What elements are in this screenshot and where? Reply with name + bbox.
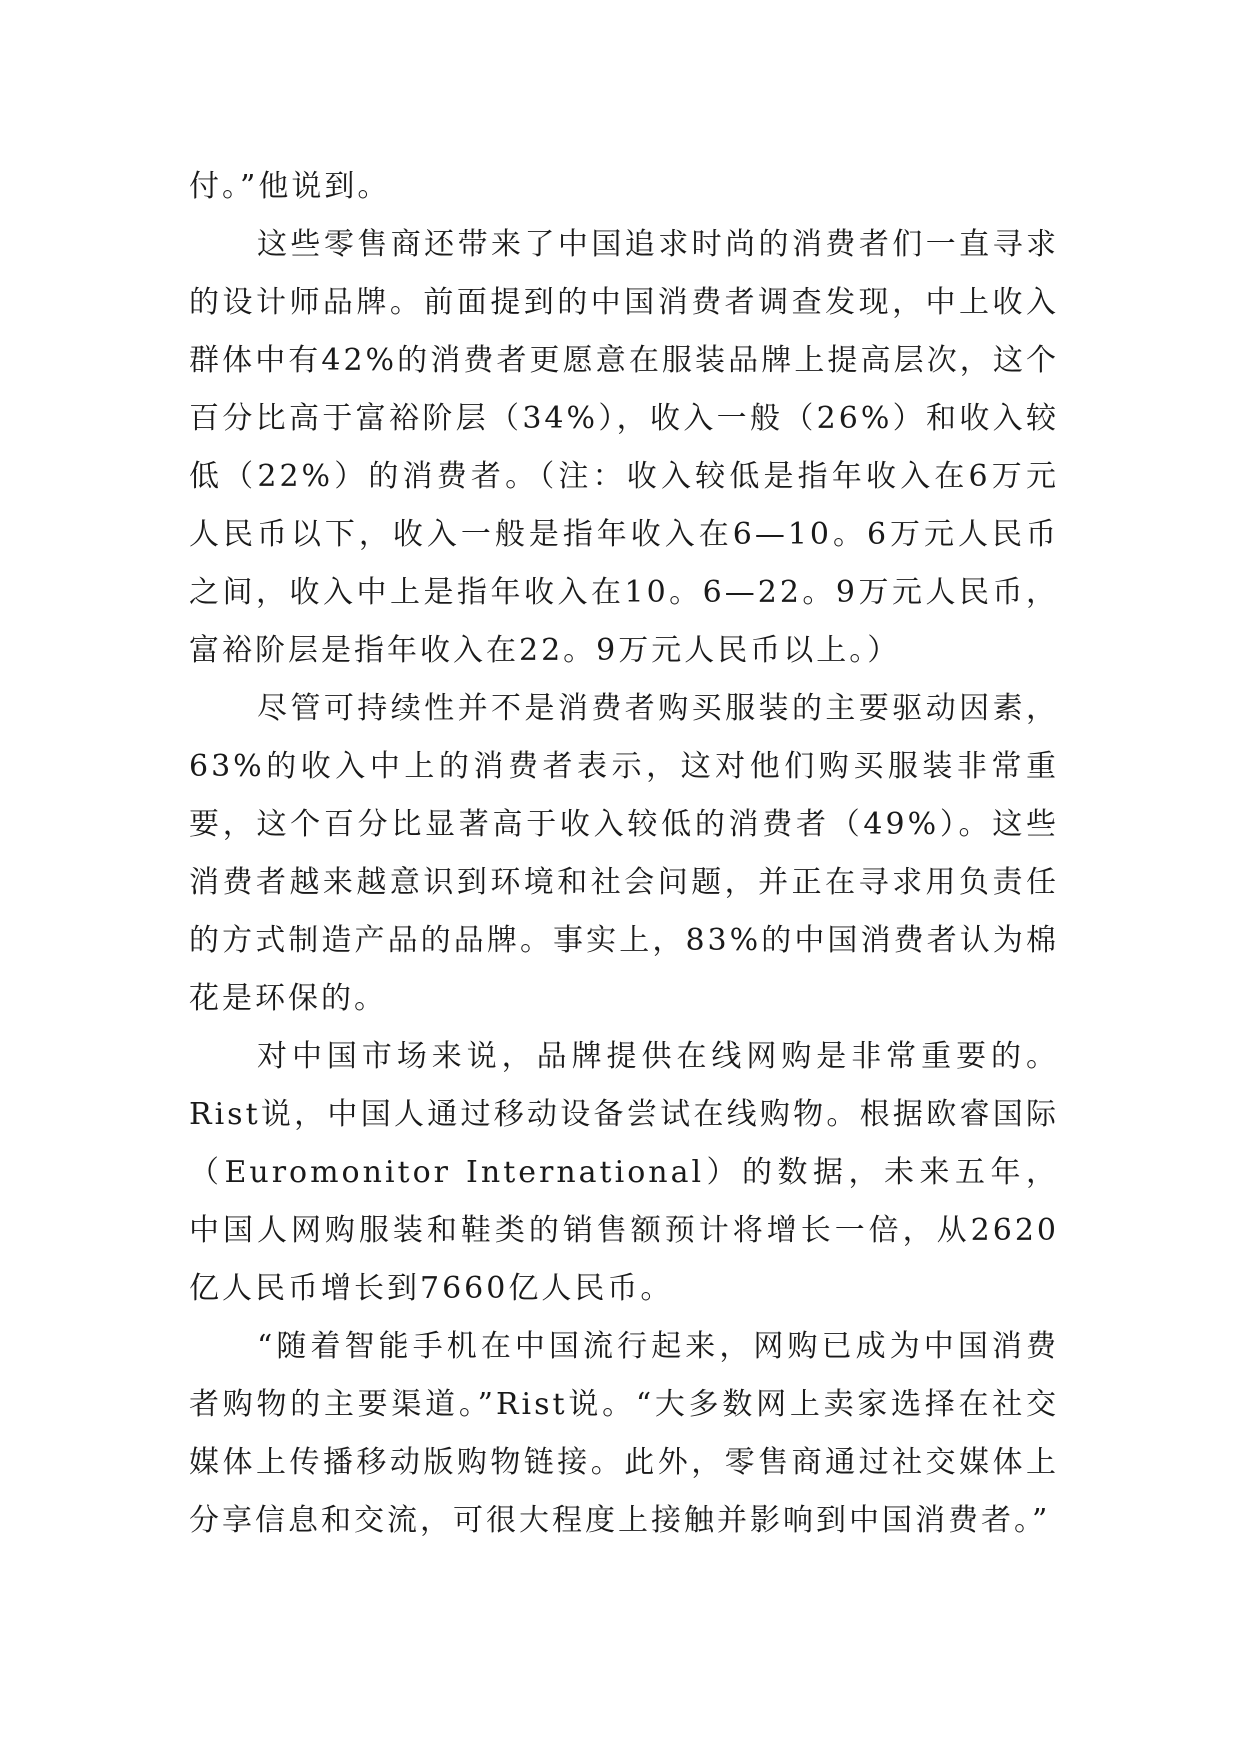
paragraph-3: 尽管可持续性并不是消费者购买服装的主要驱动因素，63%的收入中上的消费者表示，这对他们购买服装非常重要，这个百分比显著高于收入较低的消费者（49%）。这些消费者越来越意识到环境和社会问题，并正在寻求用负责任的方式制造产品的品牌。事实上，83%的中国消费者认为棉花是环保的。 <box>189 691 1059 1016</box>
paragraph-5: “随着智能手机在中国流行起来，网购已成为中国消费者购物的主要渠道。”Rist说。“大多数网上卖家选择在社交媒体上传播移动版购物链接。此外，零售商通过社交媒体上分享信息和交流，可很大程度上接触并影响到中国消费者。” <box>189 1329 1059 1538</box>
body-text <box>189 158 1059 1550</box>
paragraph-4: 对中国市场来说，品牌提供在线网购是非常重要的。Rist说，中国人通过移动设备尝试在线购物。根据欧睿国际（Euromonitor International）的数据，未来五年，中国人网购服装和鞋类的销售额预计将增长一倍，从2620亿人民币增长到7660亿人民币。 <box>189 1039 1059 1306</box>
paragraph-2: 这些零售商还带来了中国追求时尚的消费者们一直寻求的设计师品牌。前面提到的中国消费者调查发现，中上收入群体中有42%的消费者更愿意在服装品牌上提高层次，这个百分比高于富裕阶层（34%），收入一般（26%）和收入较低（22%）的消费者。（注：收入较低是指年收入在6万元人民币以下，收入一般是指年收入在6—10。6万元人民币之间，收入中上是指年收入在10。6—22。9万元人民币，富裕阶层是指年收入在22。9万元人民币以上。） <box>189 227 1059 668</box>
paragraph-1: 付。”他说到。 <box>189 169 391 204</box>
